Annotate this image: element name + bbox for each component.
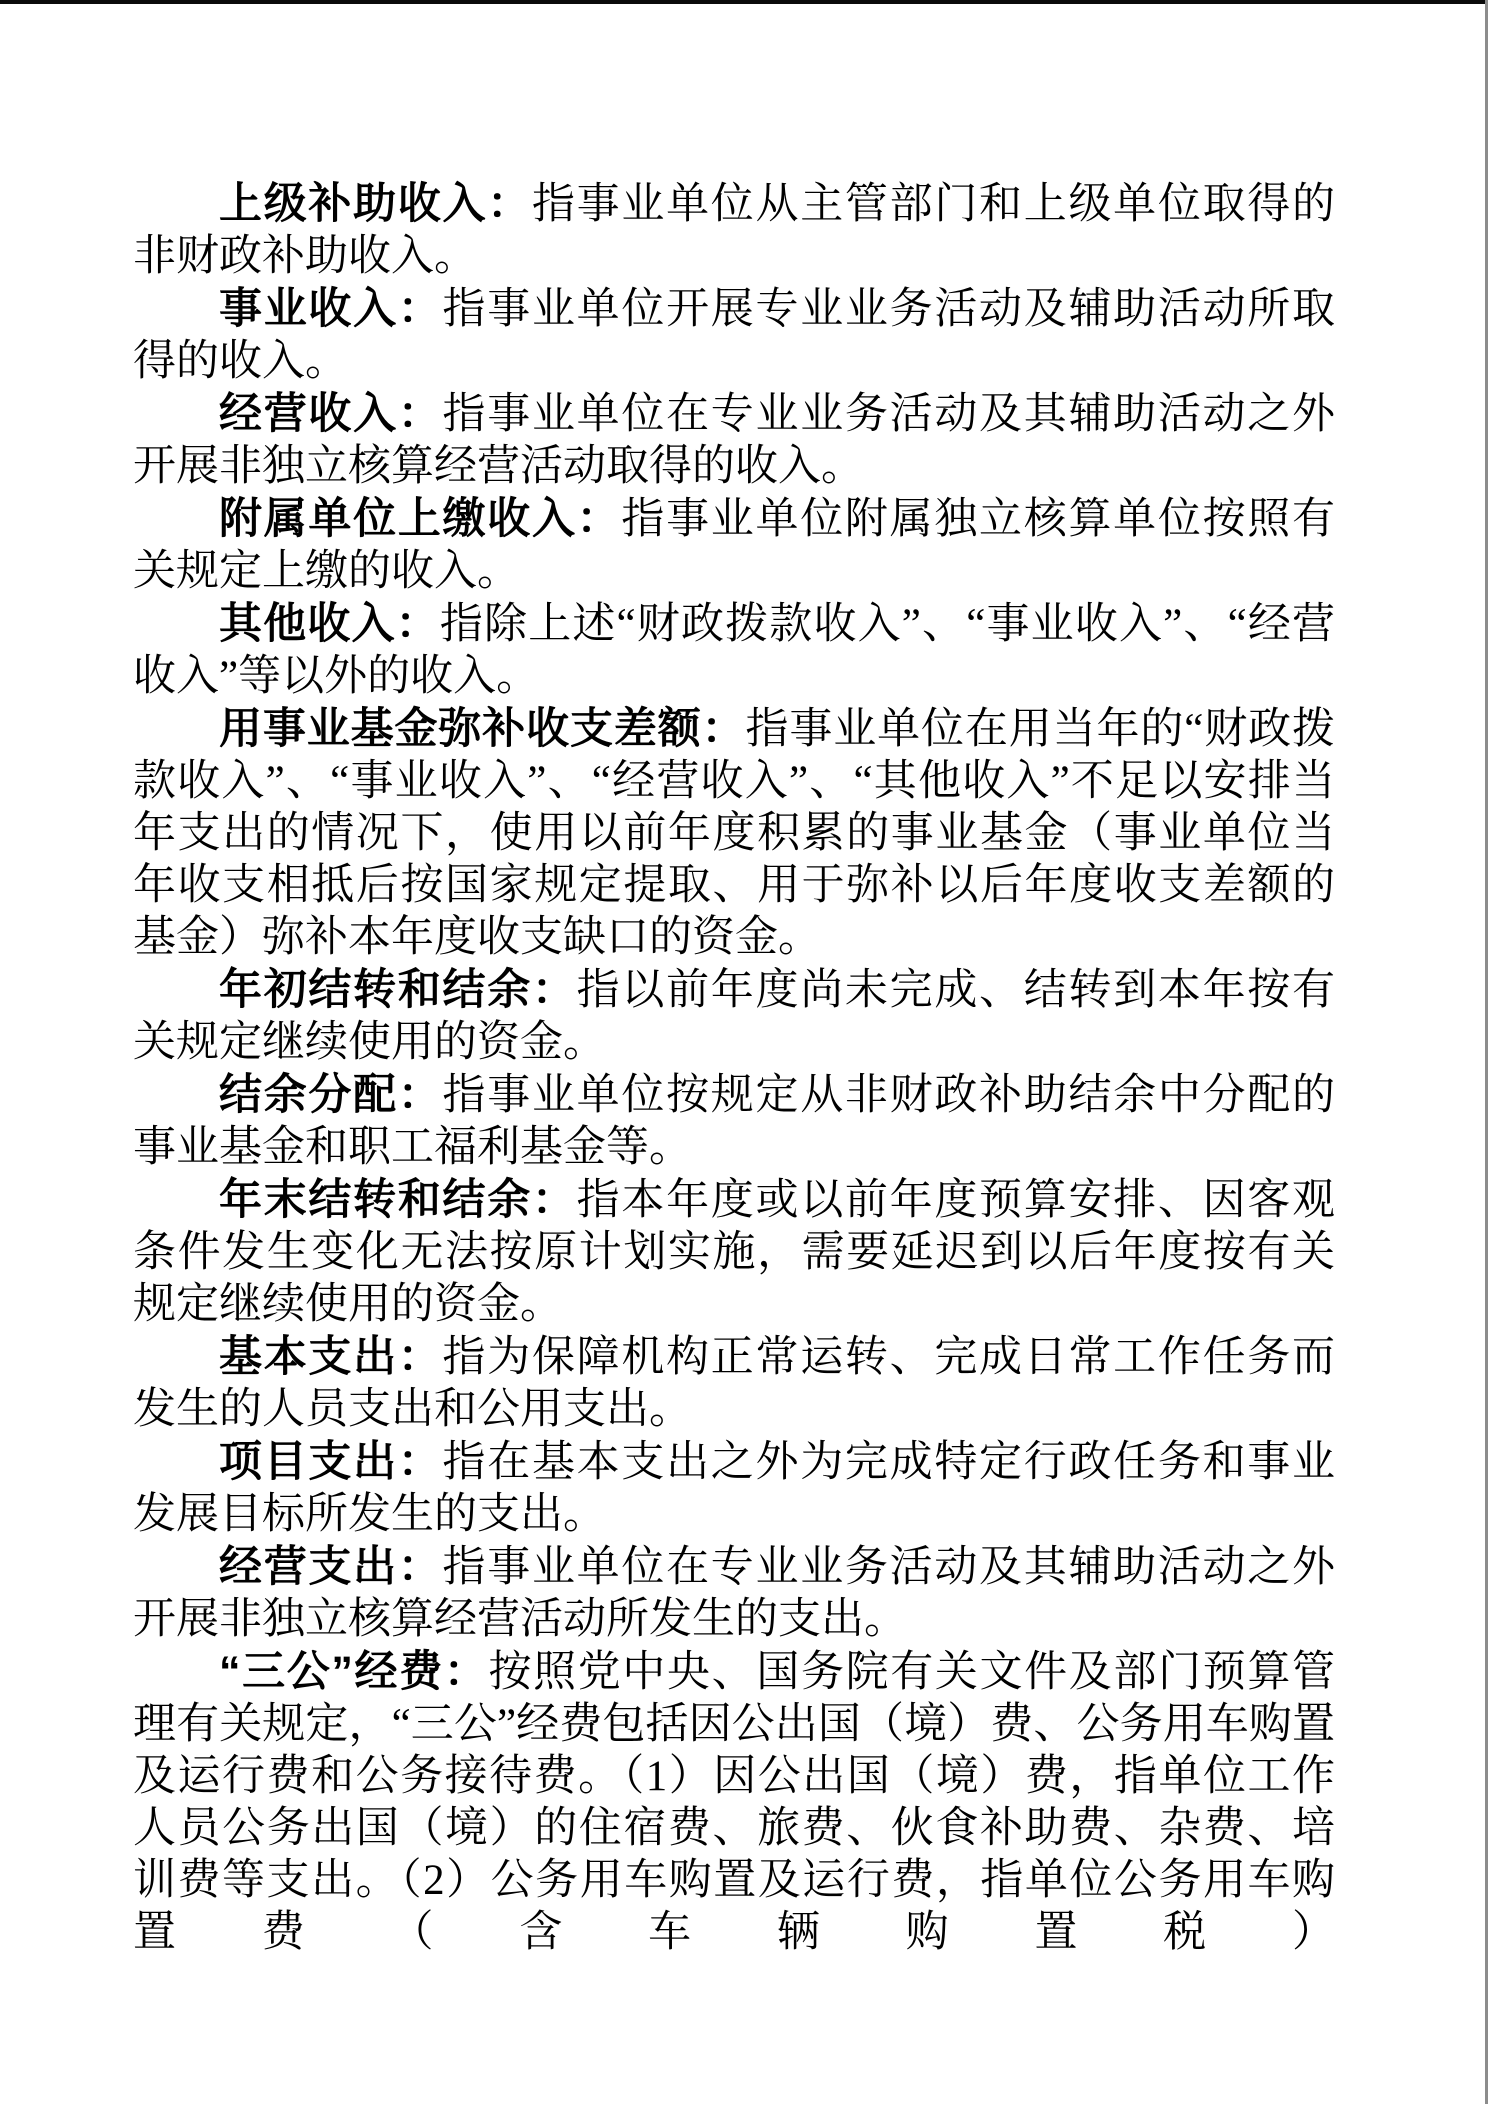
definition-paragraph [133,1541,1335,1646]
term-label: 年初结转和结余： [219,966,577,1014]
term-label: 附属单位上缴收入： [219,495,622,543]
definition-paragraph [133,703,1335,964]
term-definition: 指事业单位附属独立核算单位按照有关规定上缴的收入。 [133,496,1335,595]
term-definition: 按照党中央、国务院有关文件及部门预算管理有关规定，“三公”经费包括因公出国（境）费、公务用车购置及运行费和公务接待费。（1）因公出国（境）费，指单位工作人员公务出国（境）的住宿费、旅费、伙食补助费、杂费、培训费等支出。（2）公务用车购置及运行费，指单位公务用车购置费（含车辆购置税） [133,1649,1336,1956]
definition-paragraph [133,1331,1335,1436]
term-definition: 指本年度或以前年度预算安排、因客观条件发生变化无法按原计划实施，需要延迟到以后年度按有关规定继续使用的资金。 [133,1177,1336,1328]
definition-paragraph [133,1069,1335,1174]
term-label: 上级补助收入： [219,180,532,228]
term-label: 年末结转和结余： [219,1176,577,1224]
term-label: “三公”经费： [219,1648,489,1696]
term-definition: 指事业单位开展专业业务活动及辅助活动所取得的收入。 [133,286,1336,385]
term-label: 事业收入： [219,285,443,333]
term-definition: 指事业单位从主管部门和上级单位取得的非财政补助收入。 [133,181,1336,280]
definition-paragraph [133,283,1335,388]
term-definition: 指在基本支出之外为完成特定行政任务和事业发展目标所发生的支出。 [133,1439,1336,1538]
term-definition: 指事业单位按规定从非财政补助结余中分配的事业基金和职工福利基金等。 [133,1072,1336,1171]
definition-paragraph [133,493,1335,598]
term-definition: 指除上述“财政拨款收入”、“事业收入”、“经营收入”等以外的收入。 [133,601,1336,700]
term-definition: 指事业单位在专业业务活动及其辅助活动之外开展非独立核算经营活动所发生的支出。 [133,1544,1336,1643]
term-label: 用事业基金弥补收支差额： [219,705,746,753]
definition-paragraph [133,598,1335,703]
document-content [133,178,1335,1959]
definition-paragraph [133,1436,1335,1541]
term-definition: 指为保障机构正常运转、完成日常工作任务而发生的人员支出和公用支出。 [133,1334,1336,1433]
definition-paragraph [133,1174,1335,1331]
definition-paragraph [133,388,1335,493]
definition-paragraph [133,178,1335,283]
term-definition: 指以前年度尚未完成、结转到本年按有关规定继续使用的资金。 [133,967,1336,1066]
definition-paragraph [133,1646,1335,1959]
definition-paragraph [133,964,1335,1069]
term-label: 结余分配： [219,1071,443,1119]
term-label: 其他收入： [219,600,440,648]
term-label: 项目支出： [219,1438,443,1486]
term-label: 经营支出： [219,1543,443,1591]
term-definition: 指事业单位在专业业务活动及其辅助活动之外开展非独立核算经营活动取得的收入。 [133,391,1336,490]
term-definition: 指事业单位在用当年的“财政拨款收入”、“事业收入”、“经营收入”、“其他收入”不足以安排当年支出的情况下，使用以前年度积累的事业基金（事业单位当年收支相抵后按国家规定提取、用于弥补以后年度收支差额的基金）弥补本年度收支缺口的资金。 [133,706,1335,961]
term-label: 基本支出： [219,1333,443,1381]
page-top-edge [0,0,1488,4]
term-label: 经营收入： [219,390,443,438]
